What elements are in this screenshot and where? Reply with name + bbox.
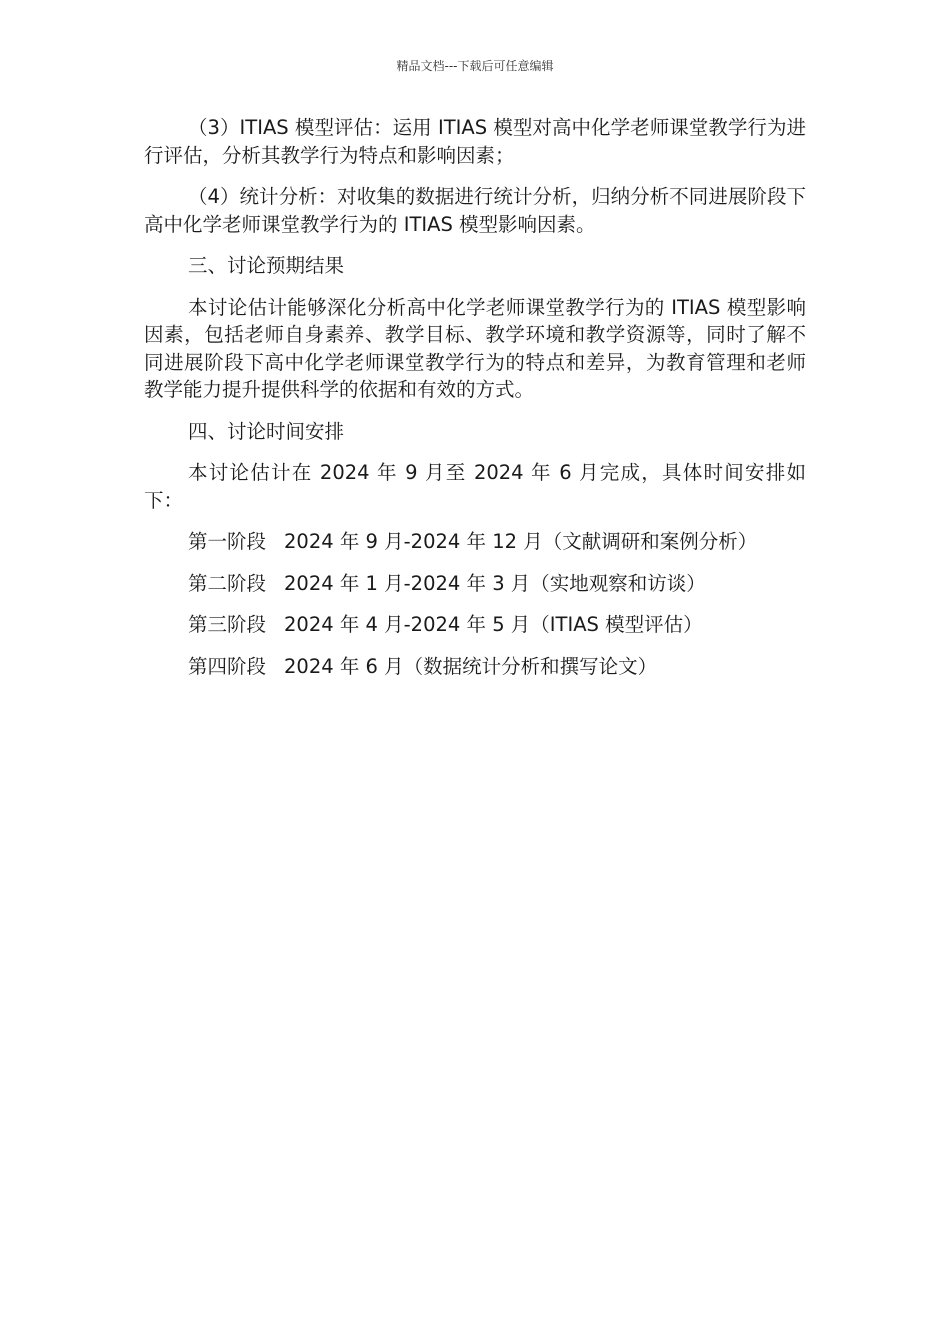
schedule-stage-detail: 2024 年 1 月-2024 年 3 月（实地观察和访谈） [284, 571, 706, 595]
section-3-body: 本讨论估计能够深化分析高中化学老师课堂教学行为的 ITIAS 模型影响因素，包括老师自身素养、教学目标、教学环境和教学资源等，同时了解不同进展阶段下高中化学老师课堂教学行为的特点和差异，为教育管理和老师教学能力提升提供科学的依据和有效的方式。 [144, 295, 806, 401]
section-4-heading: 四、讨论时间安排 [188, 419, 345, 443]
section-3-heading: 三、讨论预期结果 [188, 254, 345, 277]
schedule-stage-label: 第四阶段 [188, 654, 267, 678]
schedule-stage-detail: 2024 年 9 月-2024 年 12 月（文献调研和案例分析） [284, 530, 758, 553]
schedule-item [144, 653, 806, 681]
schedule-stage-label: 第二阶段 [188, 571, 267, 595]
schedule-item [144, 611, 806, 639]
section-4-body: 本讨论估计在 2024 年 9 月至 2024 年 6 月完成，具体时间安排如下： [144, 461, 806, 512]
step-3-paragraph: （3）ITIAS 模型评估：运用 ITIAS 模型对高中化学老师课堂教学行为进行评估，分析其教学行为特点和影响因素； [144, 116, 806, 167]
step-4-paragraph: （4）统计分析：对收集的数据进行统计分析，归纳分析不同进展阶段下高中化学老师课堂教学行为的 ITIAS 模型影响因素。 [144, 185, 806, 236]
schedule-stage-detail: 2024 年 6 月（数据统计分析和撰写论文） [284, 654, 658, 678]
schedule-item [144, 570, 806, 598]
document-body [144, 114, 806, 694]
page-header: 精品文档---下载后可任意编辑 [396, 59, 554, 73]
schedule-stage-label: 第一阶段 [188, 530, 267, 553]
schedule-stage-detail: 2024 年 4 月-2024 年 5 月（ITIAS 模型评估） [284, 613, 703, 636]
schedule-stage-label: 第三阶段 [188, 613, 267, 636]
schedule-item [144, 528, 806, 556]
